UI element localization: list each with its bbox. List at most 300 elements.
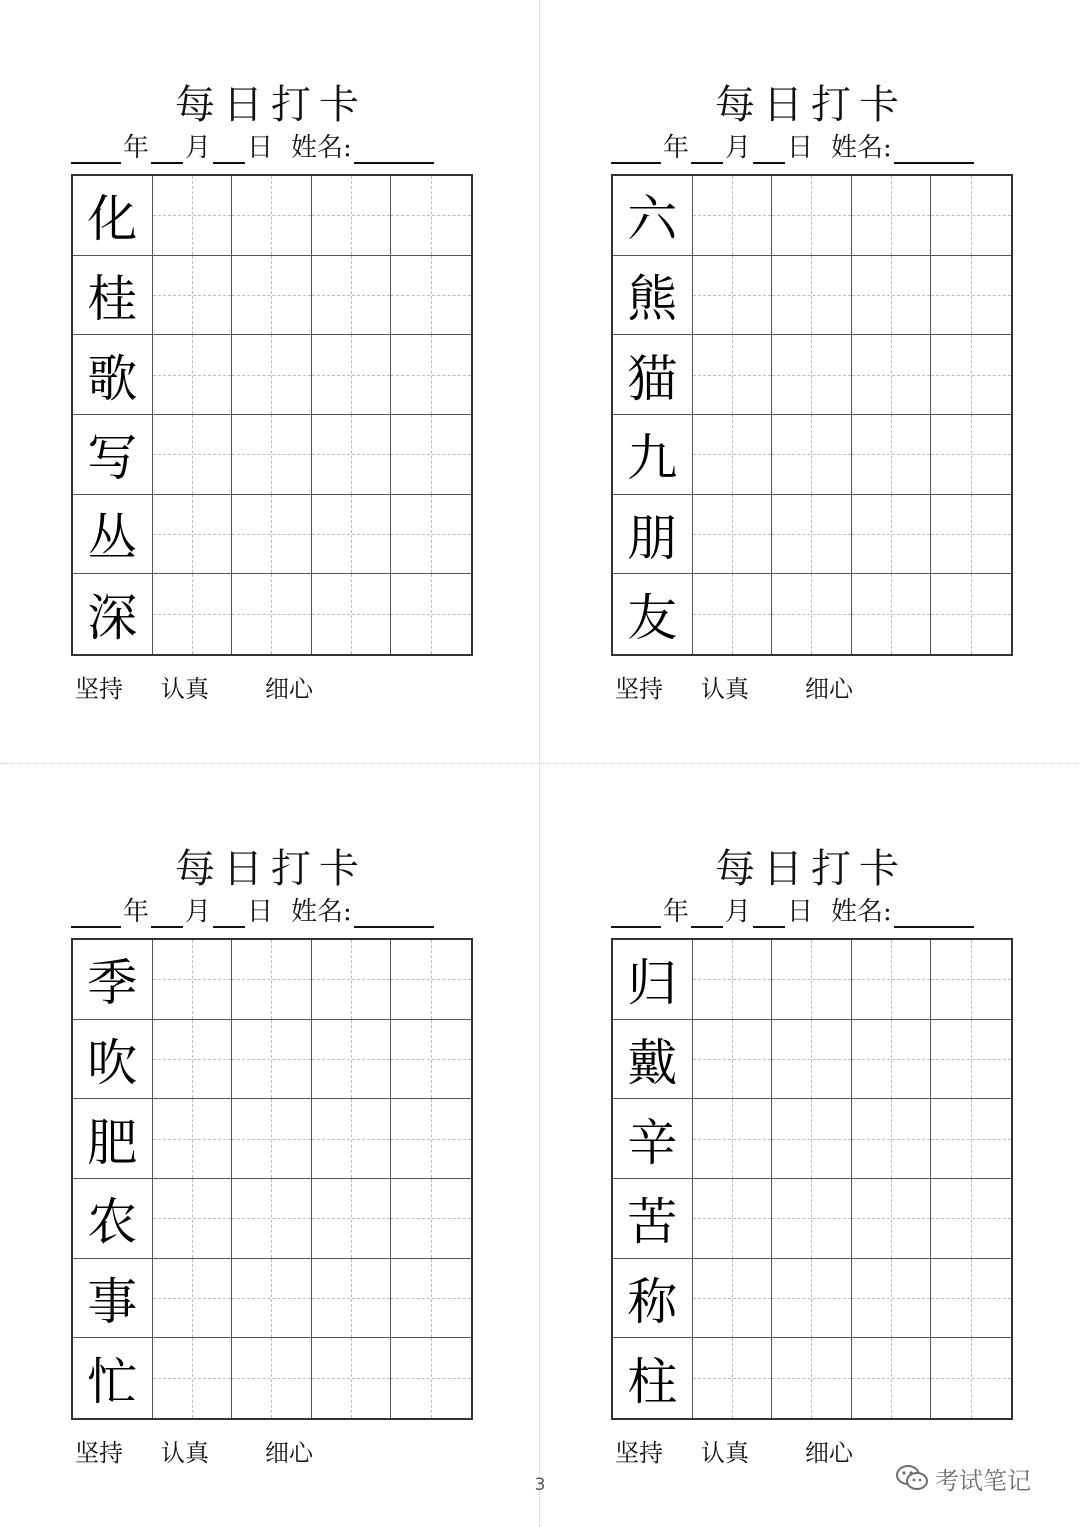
practice-cell[interactable] [232, 335, 312, 415]
cell-guide-horizontal [312, 614, 391, 615]
cell-guide-horizontal [391, 1298, 471, 1299]
name-blank[interactable] [894, 136, 974, 164]
model-character-cell [613, 1179, 693, 1259]
cell-guide-horizontal [232, 1298, 311, 1299]
practice-cell[interactable] [693, 574, 773, 654]
cell-guide-horizontal [852, 1059, 931, 1060]
practice-cell[interactable] [852, 1179, 932, 1259]
model-character-cell [73, 256, 153, 336]
practice-card [71, 80, 471, 703]
practice-cell[interactable] [852, 335, 932, 415]
model-character-cell [73, 1338, 153, 1418]
model-character: 朋 [627, 508, 678, 567]
model-character: 辛 [627, 1113, 678, 1172]
motto-word: 细心 [805, 675, 853, 703]
year-label: 年 [123, 897, 150, 927]
date-name-line [611, 128, 1011, 164]
cell-guide-horizontal [693, 1298, 772, 1299]
model-character: 九 [627, 429, 678, 488]
tianzige-grid [611, 938, 1013, 1420]
practice-cell[interactable] [312, 574, 392, 654]
practice-cell[interactable] [153, 1099, 233, 1179]
year-blank[interactable] [611, 136, 661, 164]
cell-guide-horizontal [153, 1139, 232, 1140]
practice-cell[interactable] [693, 335, 773, 415]
cell-guide-horizontal [931, 1298, 1011, 1299]
cell-guide-horizontal [772, 295, 851, 296]
cell-guide-horizontal [391, 1139, 471, 1140]
cell-guide-horizontal [772, 375, 851, 376]
cell-guide-horizontal [931, 375, 1011, 376]
name-label: 姓名: [291, 133, 352, 163]
practice-cell[interactable] [232, 1099, 312, 1179]
practice-cell[interactable] [772, 1020, 852, 1100]
cell-guide-horizontal [693, 454, 772, 455]
cell-guide-horizontal [232, 614, 311, 615]
practice-cell[interactable] [312, 1179, 392, 1259]
watermark-text: 考试笔记 [935, 1466, 1031, 1495]
cell-guide-horizontal [693, 1139, 772, 1140]
practice-cell[interactable] [931, 574, 1011, 654]
practice-cell[interactable] [931, 335, 1011, 415]
name-label: 姓名: [291, 897, 352, 927]
cell-guide-horizontal [931, 979, 1011, 980]
practice-cell[interactable] [931, 1020, 1011, 1100]
cell-guide-horizontal [153, 1218, 232, 1219]
practice-cell[interactable] [931, 415, 1011, 495]
practice-cell[interactable] [312, 1338, 392, 1418]
model-character-cell [613, 1099, 693, 1179]
practice-cell[interactable] [153, 1020, 233, 1100]
model-character: 熊 [627, 269, 678, 328]
cell-guide-horizontal [852, 979, 931, 980]
practice-cell[interactable] [153, 256, 233, 336]
card-title: 每日打卡 [715, 82, 907, 128]
cell-guide-horizontal [312, 534, 391, 535]
practice-cell[interactable] [772, 574, 852, 654]
cell-guide-horizontal [312, 1298, 391, 1299]
cell-guide-horizontal [931, 454, 1011, 455]
card-title: 每日打卡 [715, 846, 907, 892]
year-label: 年 [663, 133, 690, 163]
cell-guide-horizontal [693, 614, 772, 615]
watermark [895, 1458, 1065, 1498]
model-character: 柱 [627, 1353, 678, 1412]
practice-cell[interactable] [693, 176, 773, 256]
motto-word: 细心 [265, 675, 313, 703]
practice-cell[interactable] [772, 335, 852, 415]
cell-guide-horizontal [772, 1059, 851, 1060]
practice-cell[interactable] [391, 1259, 471, 1339]
practice-cell[interactable] [232, 176, 312, 256]
cell-guide-horizontal [232, 1378, 311, 1379]
practice-cell[interactable] [232, 1259, 312, 1339]
cell-guide-horizontal [153, 215, 232, 216]
month-blank[interactable] [691, 900, 723, 928]
cell-guide-horizontal [391, 979, 471, 980]
cell-guide-horizontal [232, 534, 311, 535]
practice-cell[interactable] [312, 1259, 392, 1339]
practice-cell[interactable] [391, 415, 471, 495]
practice-cell[interactable] [693, 1099, 773, 1179]
model-character-cell [73, 1259, 153, 1339]
practice-cell[interactable] [772, 256, 852, 336]
cell-guide-horizontal [931, 1139, 1011, 1140]
cell-guide-horizontal [391, 454, 471, 455]
practice-cell[interactable] [931, 1338, 1011, 1418]
day-blank[interactable] [753, 136, 785, 164]
model-character-cell [73, 1179, 153, 1259]
cell-guide-horizontal [312, 1059, 391, 1060]
cell-guide-horizontal [772, 454, 851, 455]
cell-guide-horizontal [391, 1059, 471, 1060]
motto-word: 认真 [161, 675, 209, 703]
cell-guide-horizontal [153, 295, 232, 296]
cell-guide-horizontal [931, 1378, 1011, 1379]
model-character: 肥 [87, 1113, 138, 1172]
cell-guide-horizontal [391, 295, 471, 296]
practice-cell[interactable] [931, 176, 1011, 256]
practice-cell[interactable] [852, 1259, 932, 1339]
practice-cell[interactable] [693, 256, 773, 336]
cell-guide-horizontal [772, 979, 851, 980]
cell-guide-horizontal [312, 1139, 391, 1140]
practice-cell[interactable] [852, 1020, 932, 1100]
practice-cell[interactable] [693, 415, 773, 495]
cell-guide-horizontal [693, 1378, 772, 1379]
practice-cell[interactable] [852, 415, 932, 495]
model-character-cell [73, 335, 153, 415]
year-blank[interactable] [71, 136, 121, 164]
practice-cell[interactable] [232, 415, 312, 495]
cell-guide-horizontal [852, 1378, 931, 1379]
practice-cell[interactable] [153, 1179, 233, 1259]
cell-guide-horizontal [153, 534, 232, 535]
model-character: 事 [87, 1272, 138, 1331]
model-character: 季 [87, 954, 138, 1013]
model-character: 苦 [627, 1193, 678, 1252]
model-character: 深 [87, 589, 138, 648]
motto-word: 认真 [701, 675, 749, 703]
day-label: 日 [247, 133, 274, 163]
page-number: 3 [534, 1475, 546, 1495]
cell-guide-horizontal [391, 1378, 471, 1379]
day-blank[interactable] [753, 900, 785, 928]
cell-guide-horizontal [693, 215, 772, 216]
practice-cell[interactable] [931, 1259, 1011, 1339]
tianzige-grid [611, 174, 1013, 656]
practice-cell[interactable] [391, 176, 471, 256]
cell-guide-horizontal [232, 375, 311, 376]
practice-cell[interactable] [693, 1259, 773, 1339]
cell-guide-horizontal [232, 1218, 311, 1219]
cell-guide-horizontal [232, 295, 311, 296]
practice-cell[interactable] [931, 940, 1011, 1020]
practice-cell[interactable] [312, 940, 392, 1020]
tianzige-grid [71, 938, 473, 1420]
motto-line [75, 672, 455, 706]
cell-guide-horizontal [852, 454, 931, 455]
practice-cell[interactable] [391, 940, 471, 1020]
card-title: 每日打卡 [175, 846, 367, 892]
practice-cell[interactable] [312, 256, 392, 336]
model-character: 友 [627, 589, 678, 648]
practice-cell[interactable] [391, 335, 471, 415]
practice-cell[interactable] [232, 1338, 312, 1418]
model-character-cell [613, 495, 693, 575]
cell-guide-horizontal [391, 375, 471, 376]
cell-guide-horizontal [931, 295, 1011, 296]
cell-guide-horizontal [852, 375, 931, 376]
cell-guide-horizontal [693, 1218, 772, 1219]
model-character: 丛 [87, 508, 138, 567]
model-character-cell [613, 940, 693, 1020]
cell-guide-horizontal [312, 1378, 391, 1379]
practice-cell[interactable] [312, 335, 392, 415]
card-title: 每日打卡 [175, 82, 367, 128]
model-character: 忙 [87, 1353, 138, 1412]
practice-cell[interactable] [312, 415, 392, 495]
cell-guide-horizontal [153, 614, 232, 615]
name-blank[interactable] [894, 900, 974, 928]
practice-cell[interactable] [153, 335, 233, 415]
date-name-line [611, 892, 1011, 928]
practice-cell[interactable] [852, 176, 932, 256]
practice-card [71, 844, 471, 1467]
cell-guide-horizontal [232, 215, 311, 216]
model-character-cell [613, 1020, 693, 1100]
practice-cell[interactable] [772, 415, 852, 495]
model-character: 猫 [627, 349, 678, 408]
cell-guide-horizontal [153, 1059, 232, 1060]
motto-word: 坚持 [75, 675, 123, 703]
year-label: 年 [663, 897, 690, 927]
cell-guide-horizontal [693, 1059, 772, 1060]
model-character: 化 [87, 190, 138, 249]
model-character-cell [73, 1020, 153, 1100]
practice-cell[interactable] [153, 1259, 233, 1339]
model-character-cell [613, 335, 693, 415]
cell-guide-horizontal [693, 295, 772, 296]
cell-guide-horizontal [153, 979, 232, 980]
cell-guide-horizontal [931, 534, 1011, 535]
practice-cell[interactable] [852, 574, 932, 654]
day-label: 日 [787, 133, 814, 163]
cell-guide-horizontal [852, 295, 931, 296]
year-blank[interactable] [71, 900, 121, 928]
month-label: 月 [185, 897, 212, 927]
cell-guide-horizontal [312, 454, 391, 455]
month-blank[interactable] [151, 136, 183, 164]
model-character: 农 [87, 1193, 138, 1252]
practice-cell[interactable] [772, 1338, 852, 1418]
practice-cell[interactable] [391, 1099, 471, 1179]
model-character-cell [613, 176, 693, 256]
practice-cell[interactable] [852, 495, 932, 575]
cell-guide-horizontal [852, 1139, 931, 1140]
practice-cell[interactable] [232, 1179, 312, 1259]
cell-guide-horizontal [931, 614, 1011, 615]
model-character: 歌 [87, 349, 138, 408]
practice-card [611, 844, 1011, 1467]
month-blank[interactable] [691, 136, 723, 164]
model-character: 归 [627, 954, 678, 1013]
cell-guide-horizontal [852, 1298, 931, 1299]
practice-cell[interactable] [931, 1099, 1011, 1179]
practice-cell[interactable] [312, 1020, 392, 1100]
cell-guide-horizontal [772, 1218, 851, 1219]
practice-cell[interactable] [693, 940, 773, 1020]
practice-cell[interactable] [772, 940, 852, 1020]
motto-word: 细心 [805, 1439, 853, 1467]
practice-cell[interactable] [232, 940, 312, 1020]
wechat-icon [895, 1463, 929, 1493]
cell-guide-horizontal [232, 979, 311, 980]
motto-word: 细心 [265, 1439, 313, 1467]
practice-cell[interactable] [693, 1179, 773, 1259]
practice-cell[interactable] [391, 1338, 471, 1418]
practice-cell[interactable] [391, 1179, 471, 1259]
practice-cell[interactable] [232, 1020, 312, 1100]
day-blank[interactable] [213, 900, 245, 928]
practice-cell[interactable] [153, 176, 233, 256]
practice-cell[interactable] [772, 1179, 852, 1259]
practice-cell[interactable] [693, 1338, 773, 1418]
practice-cell[interactable] [852, 1099, 932, 1179]
practice-cell[interactable] [772, 495, 852, 575]
month-label: 月 [725, 133, 752, 163]
day-label: 日 [247, 897, 274, 927]
cell-guide-horizontal [153, 1378, 232, 1379]
day-blank[interactable] [213, 136, 245, 164]
practice-cell[interactable] [232, 256, 312, 336]
model-character: 桂 [87, 269, 138, 328]
cell-guide-horizontal [312, 295, 391, 296]
practice-cell[interactable] [693, 1020, 773, 1100]
practice-cell[interactable] [391, 495, 471, 575]
month-label: 月 [185, 133, 212, 163]
model-character: 称 [627, 1272, 678, 1331]
model-character: 六 [627, 190, 678, 249]
practice-cell[interactable] [852, 256, 932, 336]
practice-cell[interactable] [232, 495, 312, 575]
cell-guide-horizontal [852, 614, 931, 615]
cell-guide-horizontal [931, 215, 1011, 216]
cell-guide-horizontal [232, 454, 311, 455]
model-character: 写 [87, 429, 138, 488]
cell-guide-horizontal [852, 1218, 931, 1219]
practice-cell[interactable] [693, 495, 773, 575]
practice-cell[interactable] [153, 940, 233, 1020]
cell-guide-horizontal [232, 1139, 311, 1140]
practice-cell[interactable] [852, 940, 932, 1020]
cell-guide-horizontal [772, 614, 851, 615]
model-character: 戴 [627, 1033, 678, 1092]
model-character-cell [613, 574, 693, 654]
motto-word: 认真 [161, 1439, 209, 1467]
day-label: 日 [787, 897, 814, 927]
cell-guide-horizontal [772, 1139, 851, 1140]
tianzige-grid [71, 174, 473, 656]
model-character-cell [73, 176, 153, 256]
practice-cell[interactable] [153, 415, 233, 495]
cell-guide-horizontal [772, 1298, 851, 1299]
cell-guide-horizontal [772, 534, 851, 535]
cell-guide-horizontal [312, 215, 391, 216]
practice-cell[interactable] [772, 1259, 852, 1339]
cell-guide-horizontal [391, 215, 471, 216]
month-label: 月 [725, 897, 752, 927]
cell-guide-horizontal [312, 979, 391, 980]
model-character-cell [613, 256, 693, 336]
practice-cell[interactable] [852, 1338, 932, 1418]
cell-guide-horizontal [391, 534, 471, 535]
year-blank[interactable] [611, 900, 661, 928]
cell-guide-horizontal [693, 979, 772, 980]
motto-word: 坚持 [75, 1439, 123, 1467]
model-character-cell [73, 415, 153, 495]
cell-guide-horizontal [232, 1059, 311, 1060]
practice-cell[interactable] [931, 495, 1011, 575]
model-character: 吹 [87, 1033, 138, 1092]
cell-guide-horizontal [852, 215, 931, 216]
practice-cell[interactable] [931, 1179, 1011, 1259]
motto-line [615, 672, 995, 706]
practice-cell[interactable] [312, 1099, 392, 1179]
cell-guide-horizontal [772, 1378, 851, 1379]
cell-guide-horizontal [852, 534, 931, 535]
practice-cell[interactable] [153, 495, 233, 575]
model-character-cell [613, 1338, 693, 1418]
cell-guide-horizontal [931, 1218, 1011, 1219]
cell-guide-horizontal [693, 375, 772, 376]
cell-guide-horizontal [772, 215, 851, 216]
practice-cell[interactable] [772, 176, 852, 256]
cell-guide-horizontal [153, 375, 232, 376]
practice-cell[interactable] [391, 574, 471, 654]
name-label: 姓名: [831, 897, 892, 927]
motto-word: 坚持 [615, 1439, 663, 1467]
practice-cell[interactable] [391, 1020, 471, 1100]
name-blank[interactable] [354, 900, 434, 928]
practice-card [611, 80, 1011, 703]
motto-word: 认真 [701, 1439, 749, 1467]
model-character-cell [73, 940, 153, 1020]
model-character-cell [73, 1099, 153, 1179]
month-blank[interactable] [151, 900, 183, 928]
practice-cell[interactable] [232, 574, 312, 654]
practice-cell[interactable] [312, 495, 392, 575]
date-name-line [71, 892, 471, 928]
model-character-cell [73, 495, 153, 575]
practice-cell[interactable] [391, 256, 471, 336]
practice-cell[interactable] [931, 256, 1011, 336]
practice-cell[interactable] [312, 176, 392, 256]
model-character-cell [73, 574, 153, 654]
date-name-line [71, 128, 471, 164]
cell-guide-horizontal [391, 1218, 471, 1219]
cell-guide-horizontal [153, 1298, 232, 1299]
practice-cell[interactable] [772, 1099, 852, 1179]
name-blank[interactable] [354, 136, 434, 164]
practice-cell[interactable] [153, 1338, 233, 1418]
cell-guide-horizontal [391, 614, 471, 615]
practice-cell[interactable] [153, 574, 233, 654]
cell-guide-horizontal [931, 1059, 1011, 1060]
motto-line [75, 1436, 455, 1470]
cell-guide-horizontal [153, 454, 232, 455]
name-label: 姓名: [831, 133, 892, 163]
